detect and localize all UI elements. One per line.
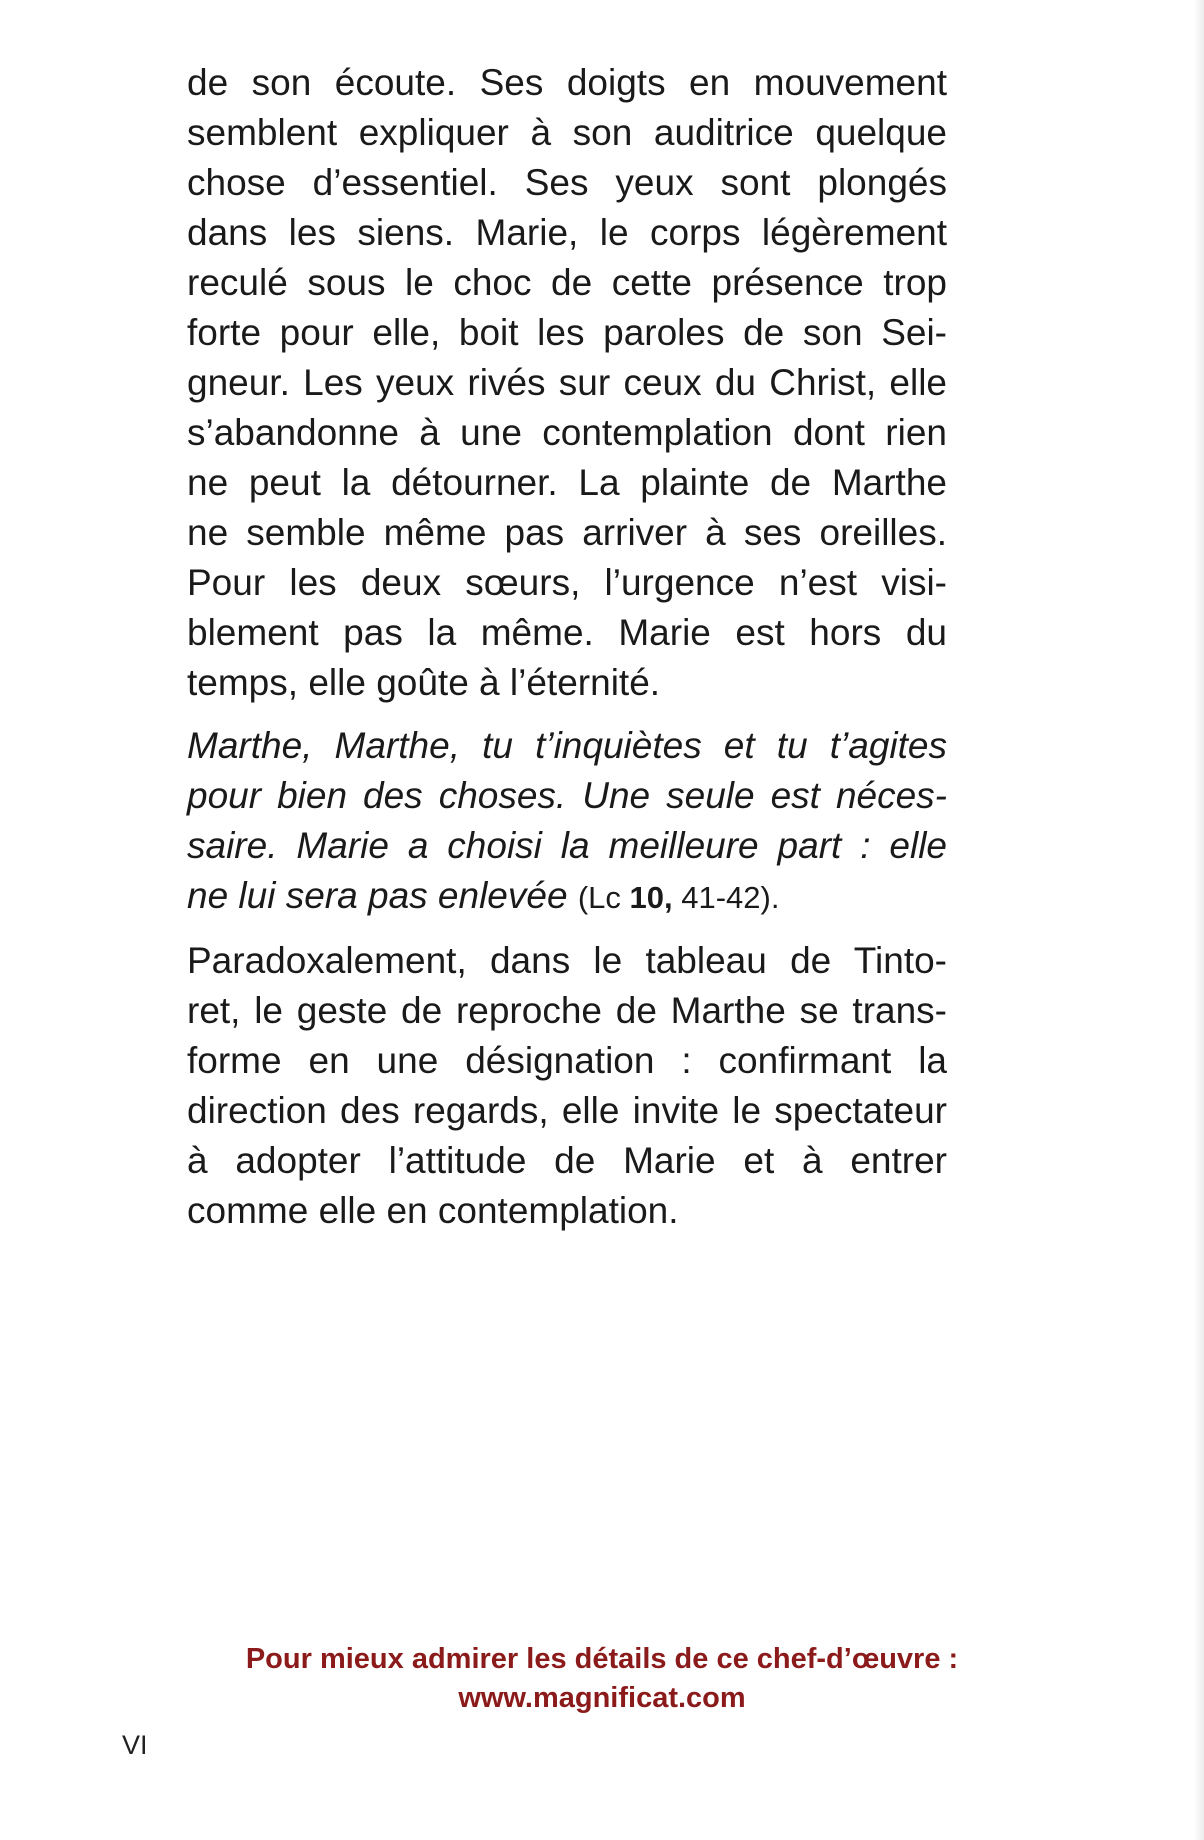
reference-verses: 41-42). bbox=[672, 880, 780, 915]
quote-text: ne lui sera pas enlevée bbox=[187, 875, 568, 916]
quote-line: saire. Marie a choisi la meilleure part : elle bbox=[187, 825, 947, 866]
footer-note bbox=[0, 1640, 1204, 1718]
footer-text: Pour mieux admirer les détails de ce chef-d’œuvre : bbox=[245, 1643, 959, 1675]
text-line: temps, elle goûte à l’éternité. bbox=[187, 662, 661, 703]
text-line: ne peut la détourner. La plainte de Marthe bbox=[187, 462, 947, 503]
text-line: blement pas la même. Marie est hors du bbox=[187, 612, 947, 653]
reference-chapter: 10, bbox=[629, 880, 673, 915]
text-line: Pour les deux sœurs, l’urgence n’est visi- bbox=[187, 562, 947, 603]
paragraph-1 bbox=[187, 58, 947, 708]
paragraph-3 bbox=[187, 936, 947, 1236]
website-link[interactable]: www.magnificat.com bbox=[458, 1682, 746, 1714]
text-line: à adopter l’attitude de Marie et à entrer bbox=[187, 1140, 947, 1181]
text-line: ne semble même pas arriver à ses oreilles. bbox=[187, 512, 947, 553]
text-line: dans les siens. Marie, le corps légèrement bbox=[187, 212, 947, 253]
text-line: ret, le geste de reproche de Marthe se trans- bbox=[187, 990, 947, 1031]
quote-line: pour bien des choses. Une seule est néces- bbox=[187, 775, 947, 816]
scan-edge bbox=[1194, 0, 1204, 1840]
main-text bbox=[187, 58, 947, 1236]
text-line: Paradoxalement, dans le tableau de Tinto- bbox=[187, 940, 947, 981]
text-line: de son écoute. Ses doigts en mouvement bbox=[187, 62, 947, 103]
quote-line-last bbox=[187, 871, 947, 923]
text-line: chose d’essentiel. Ses yeux sont plongés bbox=[187, 162, 947, 203]
reference-prefix: (Lc bbox=[577, 880, 630, 915]
text-line: semblent expliquer à son auditrice quelque bbox=[187, 112, 947, 153]
scripture-reference bbox=[578, 880, 780, 915]
gospel-quote bbox=[187, 721, 947, 923]
text-line: gneur. Les yeux rivés sur ceux du Christ, elle bbox=[187, 362, 947, 403]
text-line: direction des regards, elle invite le spectateur bbox=[187, 1090, 947, 1131]
page-number: VI bbox=[122, 1730, 148, 1760]
text-line: comme elle en contemplation. bbox=[187, 1190, 679, 1231]
text-line: s’abandonne à une contemplation dont rien bbox=[187, 412, 947, 453]
text-line: reculé sous le choc de cette présence trop bbox=[187, 262, 947, 303]
text-line: forte pour elle, boit les paroles de son Sei- bbox=[187, 312, 947, 353]
quote-line: Marthe, Marthe, tu t’inquiètes et tu t’agites bbox=[187, 725, 947, 766]
text-line: forme en une désignation : confirmant la bbox=[187, 1040, 947, 1081]
